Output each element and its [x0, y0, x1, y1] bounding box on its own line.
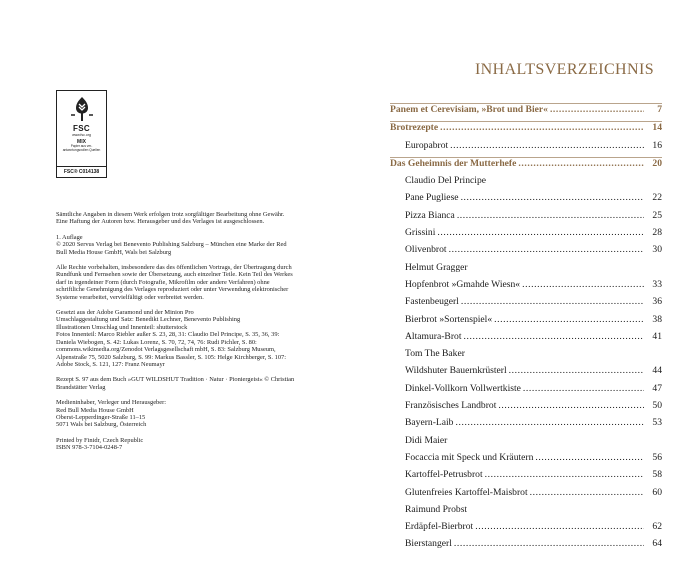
toc-leader-dots: [437, 227, 644, 238]
toc-leader-dots: [457, 210, 644, 221]
toc-author[interactable]: [390, 262, 662, 279]
toc-leader-dots: [523, 383, 644, 394]
toc-entry-title: Focaccia mit Speck und Kräutern: [405, 451, 534, 463]
toc-chapter[interactable]: [390, 158, 662, 175]
toc-entry[interactable]: [390, 487, 662, 504]
toc-page-number: 36: [652, 296, 662, 308]
toc-page-number: 20: [652, 157, 662, 169]
toc-leader-dots: [450, 140, 644, 151]
toc-leader-dots: [518, 158, 644, 169]
toc-entry[interactable]: [390, 365, 662, 382]
toc-entry[interactable]: [390, 452, 662, 469]
toc-page-number: 44: [652, 365, 662, 377]
fsc-tree-icon: [68, 95, 96, 123]
toc-author[interactable]: [390, 348, 662, 365]
toc-page-number: 22: [652, 192, 662, 204]
toc-page-number: 16: [652, 139, 662, 151]
toc-entry[interactable]: [390, 296, 662, 313]
toc-entry[interactable]: [390, 383, 662, 400]
toc-page-number: 33: [652, 278, 662, 290]
fsc-logo-label: [56, 90, 107, 178]
toc-entry[interactable]: [390, 244, 662, 261]
toc-entry[interactable]: [390, 210, 662, 227]
toc-entry-title: Pane Pugliese: [405, 192, 459, 204]
fsc-word: FSC: [73, 124, 90, 133]
toc-entry-title: Altamura-Brot: [405, 330, 462, 342]
toc-page-number: 25: [652, 209, 662, 221]
toc-entry[interactable]: [390, 279, 662, 296]
toc-entry[interactable]: [390, 538, 662, 555]
toc-page-number: 50: [652, 400, 662, 412]
toc-entry-title: Bierbrot »Sortenspiel«: [405, 313, 493, 325]
toc-entry-title: Pizza Bianca: [405, 209, 455, 221]
toc-leader-dots: [475, 521, 644, 532]
toc-entry-title: Wildshuter Bauernkrüsterl: [405, 365, 507, 377]
toc-leader-dots: [485, 469, 644, 480]
toc-leader-dots: [550, 104, 644, 115]
toc-leader-dots: [498, 400, 644, 411]
toc-entry[interactable]: [390, 400, 662, 417]
fsc-url: www.fsc.org: [72, 133, 91, 137]
toc-entry-title: Bayern-Laib: [405, 417, 454, 429]
toc-leader-dots: [522, 279, 644, 290]
toc-leader-dots: [461, 192, 644, 203]
toc-entry-title: Glutenfreies Kartoffel-Maisbrot: [405, 486, 528, 498]
toc-page-number: 14: [652, 122, 662, 134]
toc-entry[interactable]: [390, 192, 662, 209]
imprint-paragraph: Rezept S. 97 aus dem Buch »GUT WILDSHUT Tradition · Natur · Pioniergeist« © Christian Brandstätter Verlag: [56, 376, 295, 391]
toc-page-number: 62: [652, 521, 662, 533]
fsc-mix: MIX: [77, 139, 86, 145]
toc-entry-title: Bierstangerl: [405, 538, 452, 550]
imprint-paragraph: Gesetzt aus der Adobe Garamond und der Minion Pro Umschlaggestaltung und Satz: Benedikt Lechner, Benevento Publishing Illustrationen Umschlag und Innenteil: shutterstock Fotos Innenteil: Marco Riebler außer S. 23, 28, 31: Claudio Del Principe, S. 35, 36, 39: Daniela Wiebogen, S. 42: Lukas Lorenz, S. 70, 72, 74, 76: Rudi Pichler, S. 80: commons.wikimedia.org/Zenodot Verlagsgesellschaft mbH, S. 83: Salzburg Museum, Alpenstraße 75, 5020 Salzburg, S. 99: Markus Bassler, S. 105: Helge Kirchberger, S. 107: Adobe Stock, S. 121, 127: Franz Neumayr: [56, 309, 286, 368]
imprint-paragraph: 1. Auflage © 2020 Servus Verlag bei Benevento Publishing Salzburg – München eine Marke der Red Bull Media House GmbH, Wals bei Salzburg: [56, 233, 287, 256]
fsc-code: FSC® C014138: [57, 166, 106, 177]
toc-author[interactable]: [390, 175, 662, 192]
toc-leader-dots: [463, 331, 644, 342]
toc-entry-title: Kartoffel-Petrusbrot: [405, 469, 483, 481]
toc-entry[interactable]: [390, 469, 662, 486]
toc-entry-title: Hopfenbrot »Gmahde Wiesn«: [405, 278, 521, 290]
toc-entry[interactable]: [390, 140, 662, 157]
toc-page-number: 30: [652, 244, 662, 256]
toc-page-number: 60: [652, 486, 662, 498]
toc-page-number: 56: [652, 451, 662, 463]
toc-leader-dots: [454, 538, 644, 549]
toc-page-number: 47: [652, 382, 662, 394]
imprint-paragraph: Printed by Finidr, Czech Republic ISBN 978-3-7104-0248-7: [56, 436, 144, 452]
toc-entry[interactable]: [390, 227, 662, 244]
toc-page-number: 7: [657, 104, 662, 115]
toc-entry-title: Didi Maier: [405, 434, 448, 446]
toc-entry-title: Dinkel-Vollkorn Vollwertkiste: [405, 382, 521, 394]
toc-entry-title: Französisches Landbrot: [405, 400, 497, 412]
toc-page-number: 58: [652, 469, 662, 481]
toc-leader-dots: [455, 417, 644, 428]
toc-entry-title: Europabrot: [405, 139, 449, 151]
toc-entry[interactable]: [390, 314, 662, 331]
toc-heading: INHALTSVERZEICHNIS: [474, 61, 654, 78]
toc-author[interactable]: [390, 435, 662, 452]
toc-entry-title: Fastenbeugerl: [405, 296, 459, 308]
table-of-contents: [390, 103, 662, 556]
toc-page-number: 38: [652, 313, 662, 325]
toc-chapter[interactable]: [390, 104, 662, 121]
toc-entry-title: Panem et Cerevisiam, »Brot und Bier«: [390, 104, 548, 115]
toc-author[interactable]: [390, 504, 662, 521]
toc-leader-dots: [530, 487, 644, 498]
right-page-toc: [340, 0, 680, 567]
toc-leader-dots: [449, 244, 644, 255]
imprint-paragraph: Medieninhaber, Verleger und Herausgeber: Red Bull Media House GmbH Oberst-Lepperdinger-Straße 11–15 5071 Wals bei Salzburg, Österreich: [56, 399, 166, 429]
toc-page-number: 64: [652, 538, 662, 550]
fsc-description: Papier aus ver-antwortungsvollen Quellen: [62, 144, 101, 152]
toc-page-number: 53: [652, 417, 662, 429]
toc-entry-title: Tom The Baker: [405, 348, 465, 360]
toc-entry-title: Das Geheimnis der Mutterhefe: [390, 157, 517, 169]
toc-entry[interactable]: [390, 521, 662, 538]
toc-entry-title: Claudio Del Principe: [405, 175, 486, 187]
toc-entry-title: Brotrezepte: [390, 122, 439, 134]
toc-entry-title: Raimund Probst: [405, 503, 468, 515]
toc-entry-title: Olivenbrot: [405, 244, 447, 256]
imprint-paragraph: Alle Rechte vorbehalten, insbesondere das des öffentlichen Vortrags, der Übertragung durch Rundfunk und Fernsehen sowie der Übersetzung, auch einzelner Teile. Kein Teil des Werkes darf in irgendeiner Form (durch Fotografie, Mikrofilm oder andere Verfahren) ohne schriftliche Genehmigung des Verlages reproduziert oder unter Verwendung elektronischer Systeme verarbeitet, vervielfältigt oder verbreitet werden.: [56, 264, 293, 301]
toc-page-number: 28: [652, 227, 662, 239]
toc-chapter[interactable]: [390, 122, 662, 139]
toc-entry[interactable]: [390, 331, 662, 348]
toc-leader-dots: [535, 452, 644, 463]
toc-leader-dots: [440, 122, 644, 133]
toc-entry-title: Helmut Gragger: [405, 261, 468, 273]
toc-leader-dots: [509, 365, 644, 376]
toc-entry-title: Grissini: [405, 227, 436, 239]
imprint-paragraph: Sämtliche Angaben in diesem Werk erfolgen trotz sorgfältiger Bearbeitung ohne Gewähr. Eine Haftung der Autoren bzw. Herausgeber und des Verlages ist ausgeschlossen.: [56, 211, 285, 226]
toc-entry-title: Erdäpfel-Bierbrot: [405, 521, 474, 533]
toc-page-number: 41: [652, 330, 662, 342]
imprint-block: [56, 211, 296, 460]
toc-leader-dots: [461, 296, 644, 307]
toc-leader-dots: [494, 314, 644, 325]
toc-entry[interactable]: [390, 417, 662, 434]
